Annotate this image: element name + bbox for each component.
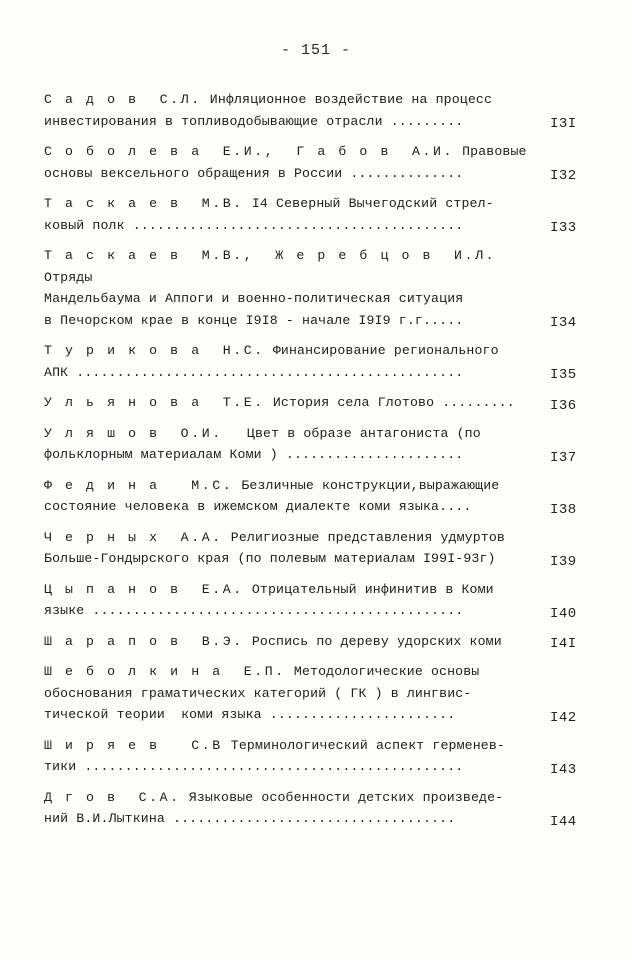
toc-entry-title: языке ..............................................	[44, 603, 464, 619]
toc-entry-text	[44, 787, 540, 830]
toc-entry-title: Методологические основы	[285, 664, 480, 680]
toc-entry-line	[44, 423, 540, 445]
toc-entry-page-number: I43	[550, 761, 577, 778]
toc-entry-author: Д г о в С.А.	[44, 789, 181, 805]
toc-entry-line	[44, 245, 540, 288]
toc-entry-text	[44, 141, 540, 184]
toc-entry-line	[44, 141, 540, 163]
toc-entry[interactable]	[44, 245, 592, 331]
page-number: - 151 -	[280, 42, 351, 59]
toc-entry-title: Правовые	[454, 144, 527, 160]
toc-entry-line	[44, 193, 540, 215]
toc-entry-text	[44, 661, 540, 726]
toc-entry-title: состояние человека в ижемском диалекте коми языка....	[44, 499, 472, 515]
toc-entry[interactable]	[44, 392, 592, 414]
toc-entry-title: Отрицательный инфинитив в Коми	[243, 581, 494, 597]
toc-entry-line	[44, 444, 540, 466]
toc-entry-author: С о б о л е в а Е.И., Г а б о в А.И.	[44, 144, 455, 160]
toc-entry-page-number: I35	[550, 367, 577, 384]
toc-entry-text	[44, 340, 540, 383]
toc-entry-title: тики ...............................................	[44, 759, 464, 775]
toc-entry-title: Роспись по дереву удорских коми	[243, 633, 502, 649]
toc-entry-text	[44, 579, 540, 622]
toc-entry-text	[44, 245, 540, 331]
toc-entry-line	[44, 631, 540, 653]
toc-entry-author: У л ь я н о в а Т.Е.	[44, 395, 265, 411]
toc-entry-page-number: I36	[550, 397, 577, 414]
toc-entry-title: I4 Северный Вычегодский стрел-	[243, 196, 494, 212]
toc-entry-page-number: I33	[550, 220, 577, 237]
toc-entry-author: Т у р и к о в а Н.С.	[44, 343, 265, 359]
toc-entry-page-number: I4I	[550, 636, 577, 653]
toc-entry-line	[44, 704, 540, 726]
toc-entry-title: Языковые особенности детских произведе-	[180, 789, 504, 805]
toc-entry-title: История села Глотово .........	[264, 395, 515, 411]
toc-entry-text	[44, 423, 540, 466]
toc-entry-author: У л я ш о в О.И.	[44, 425, 223, 441]
toc-entry-title: Инфляционное воздействие на процесс	[201, 92, 493, 107]
toc-entry[interactable]	[44, 661, 592, 726]
toc-entry-line	[44, 683, 540, 705]
toc-entry-page-number: I32	[550, 168, 577, 185]
toc-entry[interactable]	[44, 527, 592, 570]
toc-entry-line	[44, 362, 540, 384]
toc-entry-text	[44, 392, 540, 414]
toc-entry-author: Т а с к а е в М.В., Ж е р е б ц о в И.Л.	[44, 248, 497, 264]
toc-entry-title: Цвет в образе антагониста (по	[222, 425, 481, 441]
toc-entry[interactable]	[44, 475, 592, 518]
toc-entry-author: Ц ы п а н о в Е.А.	[44, 581, 244, 597]
toc-entry-line	[44, 600, 540, 622]
toc-entry-title: Мандельбаума и Аппоги и военно-политическая ситуация	[44, 291, 464, 307]
toc-entry[interactable]	[44, 579, 592, 622]
toc-entry-title: АПК ................................................	[44, 364, 464, 380]
toc-entry-page-number: I3I	[550, 116, 577, 133]
toc-entry-page-number: I40	[550, 605, 577, 622]
toc-entry-line	[44, 661, 540, 683]
toc-entry-title: фольклорным материалам Коми ) ......................	[44, 447, 464, 463]
toc-entry-author: Ш е б о л к и н а Е.П.	[44, 664, 286, 680]
toc-entry-line	[44, 527, 540, 549]
toc-entry-title: ковый полк .........................................	[44, 217, 464, 233]
toc-entry-title: Финансирование регионального	[264, 343, 499, 359]
toc-entry-line	[44, 787, 540, 809]
toc-entry-title: ний В.И.Лыткина ...................................	[44, 811, 456, 827]
toc-entry-text	[44, 475, 540, 518]
toc-entry-page-number: I42	[550, 709, 577, 726]
toc-entry-title: инвестирования в топливодобывающие отрасли .........	[44, 113, 464, 129]
toc-entry-page-number: I37	[550, 449, 577, 466]
toc-entry-author: Т а с к а е в М.В.	[44, 196, 244, 212]
toc-entry-line	[44, 340, 540, 362]
toc-entry-title: Религиозные представления удмуртов	[222, 529, 505, 545]
toc-entry-line	[44, 310, 540, 332]
toc-entry-line	[44, 288, 540, 310]
toc-entry-line	[44, 215, 540, 237]
toc-entry-title: тической теории коми языка .......................	[44, 707, 456, 723]
toc-entry-line	[44, 548, 540, 570]
toc-entry-line	[44, 496, 540, 518]
toc-entry-title: в Печорском крае в конце I9I8 - начале I9I9 г.г.....	[44, 312, 464, 328]
toc-entry[interactable]	[44, 340, 592, 383]
toc-entry[interactable]	[44, 89, 592, 132]
toc-entry-page-number: I38	[550, 501, 577, 518]
toc-entry-author: Ф е д и н а М.С.	[44, 477, 234, 493]
toc-entry[interactable]	[44, 141, 592, 184]
toc-entry-title: обоснования граматических категорий ( ГК ) в лингвис-	[44, 685, 472, 701]
toc-entry-line	[44, 111, 540, 133]
toc-entry[interactable]	[44, 735, 592, 778]
toc-entry-line	[44, 735, 540, 757]
toc-entry-line	[44, 475, 540, 497]
toc-entry-page-number: I44	[550, 813, 577, 830]
toc-entry-text	[44, 193, 540, 236]
toc-entry-line	[44, 392, 540, 414]
toc-entry-text	[44, 735, 540, 778]
toc-entry-title: Отряды	[44, 248, 505, 285]
toc-entry-page-number: I34	[550, 315, 577, 332]
toc-entry-title: Безличные конструкции,выражающие	[233, 477, 500, 493]
toc-entry[interactable]	[44, 787, 592, 830]
table-of-contents	[44, 89, 592, 830]
toc-entry-line	[44, 756, 540, 778]
toc-entry-page-number: I39	[550, 553, 577, 570]
toc-entry-author: Ш и р я е в С.В	[44, 737, 223, 753]
toc-entry-author: С а д о в С.Л.	[44, 92, 202, 107]
toc-entry[interactable]	[44, 193, 592, 236]
toc-entry[interactable]	[44, 423, 592, 466]
toc-entry-author: Ч е р н ы х А.А.	[44, 529, 223, 545]
toc-entry-line	[44, 808, 540, 830]
toc-entry-text	[44, 527, 540, 570]
toc-entry-text	[44, 631, 540, 653]
toc-entry-title: Терминологический аспект герменев-	[222, 737, 505, 753]
toc-entry-title: Больше-Гондырского края (по полевым материалам I99I-93г)	[44, 551, 496, 567]
toc-entry-line	[44, 579, 540, 601]
toc-entry-title: основы вексельного обращения в России ..............	[44, 165, 464, 181]
toc-entry-line	[44, 163, 540, 185]
toc-entry-author: Ш а р а п о в В.Э.	[44, 633, 244, 649]
toc-entry-line	[44, 89, 540, 111]
toc-entry[interactable]	[44, 631, 592, 653]
toc-entry-text	[44, 89, 540, 132]
